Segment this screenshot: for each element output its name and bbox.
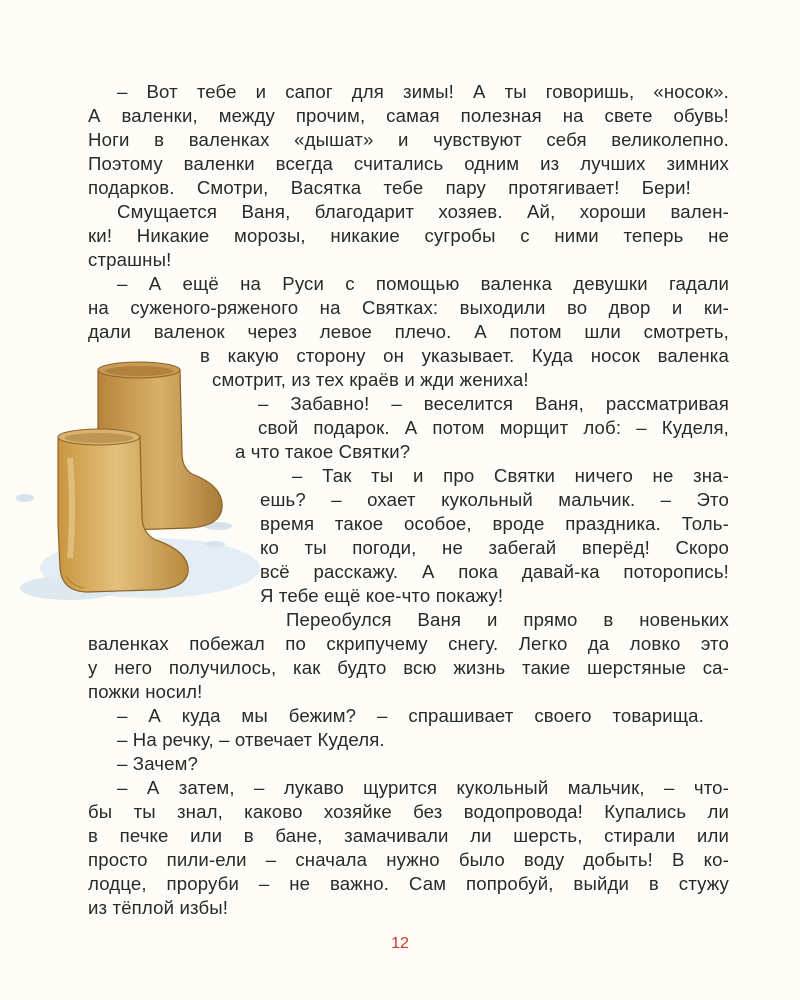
text-line: – А куда мы бежим? – спрашивает своего товарища. (117, 705, 704, 726)
text-line: дали валенок через левое плечо. А потом шли смотреть, (88, 321, 729, 342)
text-line: а что такое Святки? (235, 441, 411, 462)
text-line: пожки носил! (88, 681, 203, 702)
text-line: – Зачем? (117, 753, 199, 774)
text-line: ешь? – охает кукольный мальчик. – Это (260, 489, 729, 510)
text-line: Ноги в валенках «дышат» и чувствуют себя великолепно. (88, 129, 729, 150)
text-line: время такое особое, вроде праздника. Толь- (260, 513, 729, 534)
text-line: – На речку, – отвечает Куделя. (117, 729, 385, 750)
text-line: в какую сторону он указывает. Куда носок валенка (200, 345, 729, 366)
text-line: на суженого-ряженого на Святках: выходили во двор и ки- (88, 297, 729, 318)
text-line: всё расскажу. А пока давай-ка поторопись! (260, 561, 729, 582)
text-line: смотрит, из тех краёв и жди жениха! (212, 369, 529, 390)
text-line: Поэтому валенки всегда считались одним из лучших зимних (88, 153, 729, 174)
text-line: валенках побежал по скрипучему снегу. Легко да ловко это (88, 633, 729, 654)
text-line: А валенки, между прочим, самая полезная на свете обувь! (88, 105, 729, 126)
snow-patch (205, 541, 225, 547)
text-line: – А ещё на Руси с помощью валенка девушки гадали (117, 273, 729, 294)
text-line: свой подарок. А потом морщит лоб: – Куделя, (258, 417, 729, 438)
text-line: ко ты погоди, не забегай вперёд! Скоро (260, 537, 729, 558)
text-line: страшны! (88, 249, 172, 270)
text-line: – Вот тебе и сапог для зимы! А ты говоришь, «носок». (117, 81, 729, 102)
text-line: у него получилось, как будто всю жизнь такие шерстяные са- (88, 657, 729, 678)
text-line: из тёплой избы! (88, 897, 229, 918)
text-line: просто пили-ели – сначала нужно было воду добыть! В ко- (88, 849, 729, 870)
text-line: лодце, проруби – не важно. Сам попробуй, выйди в стужу (88, 873, 729, 894)
text-line: в печке или в бане, замачивали ли шерсть, стирали или (88, 825, 729, 846)
text-line: – А затем, – лукаво щурится кукольный мальчик, – что- (117, 777, 729, 798)
snow-patch (16, 494, 34, 502)
text-line: Переобулся Ваня и прямо в новеньких (286, 609, 729, 630)
text-line: ки! Никакие морозы, никакие сугробы с ними теперь не (88, 225, 729, 246)
text-line: Смущается Ваня, благодарит хозяев. Ай, хороши вален- (117, 201, 729, 222)
text-line: бы ты знал, каково хозяйке без водопровода! Купались ли (88, 801, 729, 822)
text-line: – Забавно! – веселится Ваня, рассматривая (258, 393, 729, 414)
page-number: 12 (391, 935, 409, 952)
text-line: Я тебе ещё кое-что покажу! (260, 585, 504, 606)
text-line: подарков. Смотри, Васятка тебе пару протягивает! Бери! (88, 177, 691, 198)
text-line: – Так ты и про Святки ничего не зна- (292, 465, 729, 486)
